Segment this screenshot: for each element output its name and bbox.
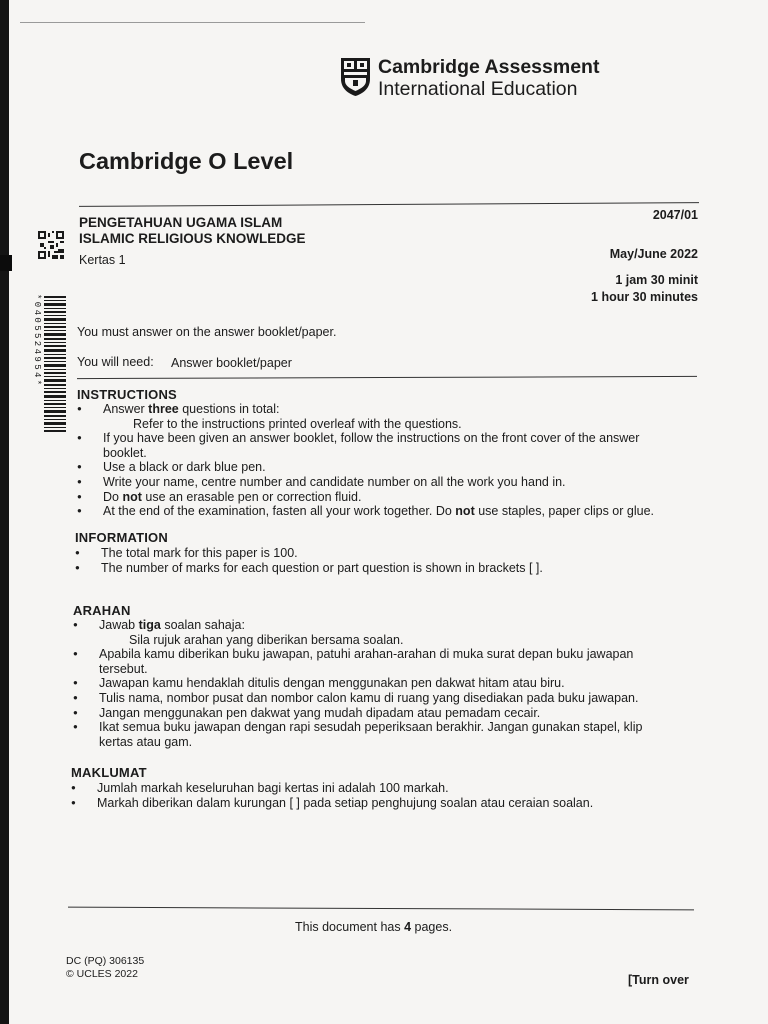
arahan-list — [72, 618, 672, 749]
logo-line-2: International Education — [378, 78, 578, 100]
list-item-pre: Do — [103, 489, 123, 504]
list-item-pre: Tulis nama, nombor pusat dan nombor calon kamu di ruang yang disediakan pada buku jawapan. — [99, 690, 639, 705]
page-count-post: pages. — [411, 920, 453, 934]
list-item — [72, 618, 672, 633]
list-item — [76, 490, 676, 505]
header-rule — [79, 202, 699, 207]
list-item — [74, 546, 674, 561]
page-edge-mark — [0, 255, 12, 271]
list-item-bold: not — [122, 489, 142, 504]
turn-over: [Turn over — [628, 973, 689, 987]
list-item-pre: If you have been given an answer booklet, follow the instructions on the front cover of the answer booklet. — [103, 431, 640, 460]
list-item-post: questions in total: — [178, 402, 280, 416]
list-item-post: use staples, paper clips or glue. — [474, 504, 655, 519]
list-item — [72, 691, 672, 706]
information-list — [74, 546, 674, 575]
list-item — [76, 460, 676, 475]
list-item — [70, 796, 670, 811]
qr-code-icon — [38, 231, 64, 259]
document-reference: DC (PQ) 306135 — [66, 955, 145, 967]
list-item — [76, 475, 676, 490]
page-count — [295, 920, 452, 935]
list-item-pre: Markah diberikan dalam kurungan [ ] pada setiap penghujung soalan atau ceraian soalan. — [97, 795, 594, 810]
subject-english: ISLAMIC RELIGIOUS KNOWLEDGE — [79, 231, 306, 246]
duration-english: 1 hour 30 minutes — [591, 290, 698, 304]
qualification-title: Cambridge O Level — [79, 148, 294, 174]
list-item — [72, 706, 672, 721]
list-item — [76, 431, 676, 460]
list-item — [74, 561, 674, 576]
list-item-pre: Ikat semua buku jawapan dengan rapi sesudah peperiksaan berakhir. Jangan gunakan stapel, klip kertas atau gam. — [99, 720, 643, 749]
list-item-post: use an erasable pen or correction fluid. — [141, 489, 362, 504]
list-item-pre: Jangan menggunakan pen dakwat yang mudah dipadam atau pemadam cecair. — [99, 705, 541, 720]
list-item-pre: Write your name, centre number and candidate number on all the work you hand in. — [103, 474, 566, 489]
list-item-pre: The total mark for this paper is 100. — [101, 546, 298, 560]
list-item-pre: Use a black or dark blue pen. — [103, 460, 266, 475]
page-edge-shadow — [0, 0, 9, 1024]
syllabus-code: 2047/01 — [652, 208, 698, 222]
list-item-pre: At the end of the examination, fasten all your work together. Do — [103, 504, 456, 519]
list-item-pre: The number of marks for each question or part question is shown in brackets [ ]. — [101, 560, 543, 575]
list-item — [70, 781, 670, 796]
information-heading: INFORMATION — [75, 530, 168, 545]
requirements-rule — [77, 376, 697, 379]
list-item-pre: Jumlah markah keseluruhan bagi kertas ini adalah 100 markah. — [97, 781, 449, 795]
exam-session: May/June 2022 — [609, 247, 698, 261]
list-item-pre: Jawapan kamu hendaklah ditulis dengan menggunakan pen dakwat hitam atau biru. — [99, 676, 565, 691]
barcode — [30, 294, 66, 434]
list-item-pre: Jawab — [99, 618, 139, 632]
you-will-need-label: You will need: — [77, 355, 154, 369]
arahan-heading: ARAHAN — [73, 603, 131, 618]
top-scan-line — [20, 22, 365, 23]
list-item-pre: Answer — [103, 402, 149, 416]
list-item-post: soalan sahaja: — [160, 618, 245, 632]
duration-malay: 1 jam 30 minit — [615, 273, 698, 287]
list-subitem: Refer to the instructions printed overleaf with the questions. — [133, 416, 462, 431]
page-count-pre: This document has — [295, 920, 405, 934]
list-subitem: Sila rujuk arahan yang diberikan bersama soalan. — [129, 632, 404, 647]
list-item-bold: three — [148, 402, 179, 416]
list-item-bold: not — [455, 504, 475, 519]
instructions-list — [76, 402, 676, 519]
list-item-pre: Apabila kamu diberikan buku jawapan, patuhi arahan-arahan di muka surat depan buku jawapan tersebut. — [99, 647, 634, 676]
list-item — [76, 504, 676, 519]
footer-rule — [68, 907, 694, 911]
cambridge-logo — [340, 56, 599, 100]
list-item — [72, 647, 672, 676]
answer-instruction: You must answer on the answer booklet/paper. — [77, 325, 337, 339]
list-item — [72, 720, 672, 749]
instructions-heading: INSTRUCTIONS — [77, 387, 177, 402]
subject-malay: PENGETAHUAN UGAMA ISLAM — [79, 215, 283, 230]
paper-number: Kertas 1 — [79, 253, 126, 267]
you-will-need-item: Answer booklet/paper — [171, 356, 292, 370]
page-count-number: 4 — [404, 920, 412, 934]
crest-icon — [340, 57, 371, 97]
maklumat-heading: MAKLUMAT — [71, 765, 147, 780]
maklumat-list — [70, 781, 670, 810]
logo-line-1: Cambridge Assessment — [378, 56, 600, 78]
list-item-bold: tiga — [138, 618, 161, 632]
list-item — [76, 402, 676, 417]
list-item — [72, 676, 672, 691]
barcode-digits: *0405524954* — [32, 294, 42, 388]
copyright: © UCLES 2022 — [66, 968, 138, 980]
